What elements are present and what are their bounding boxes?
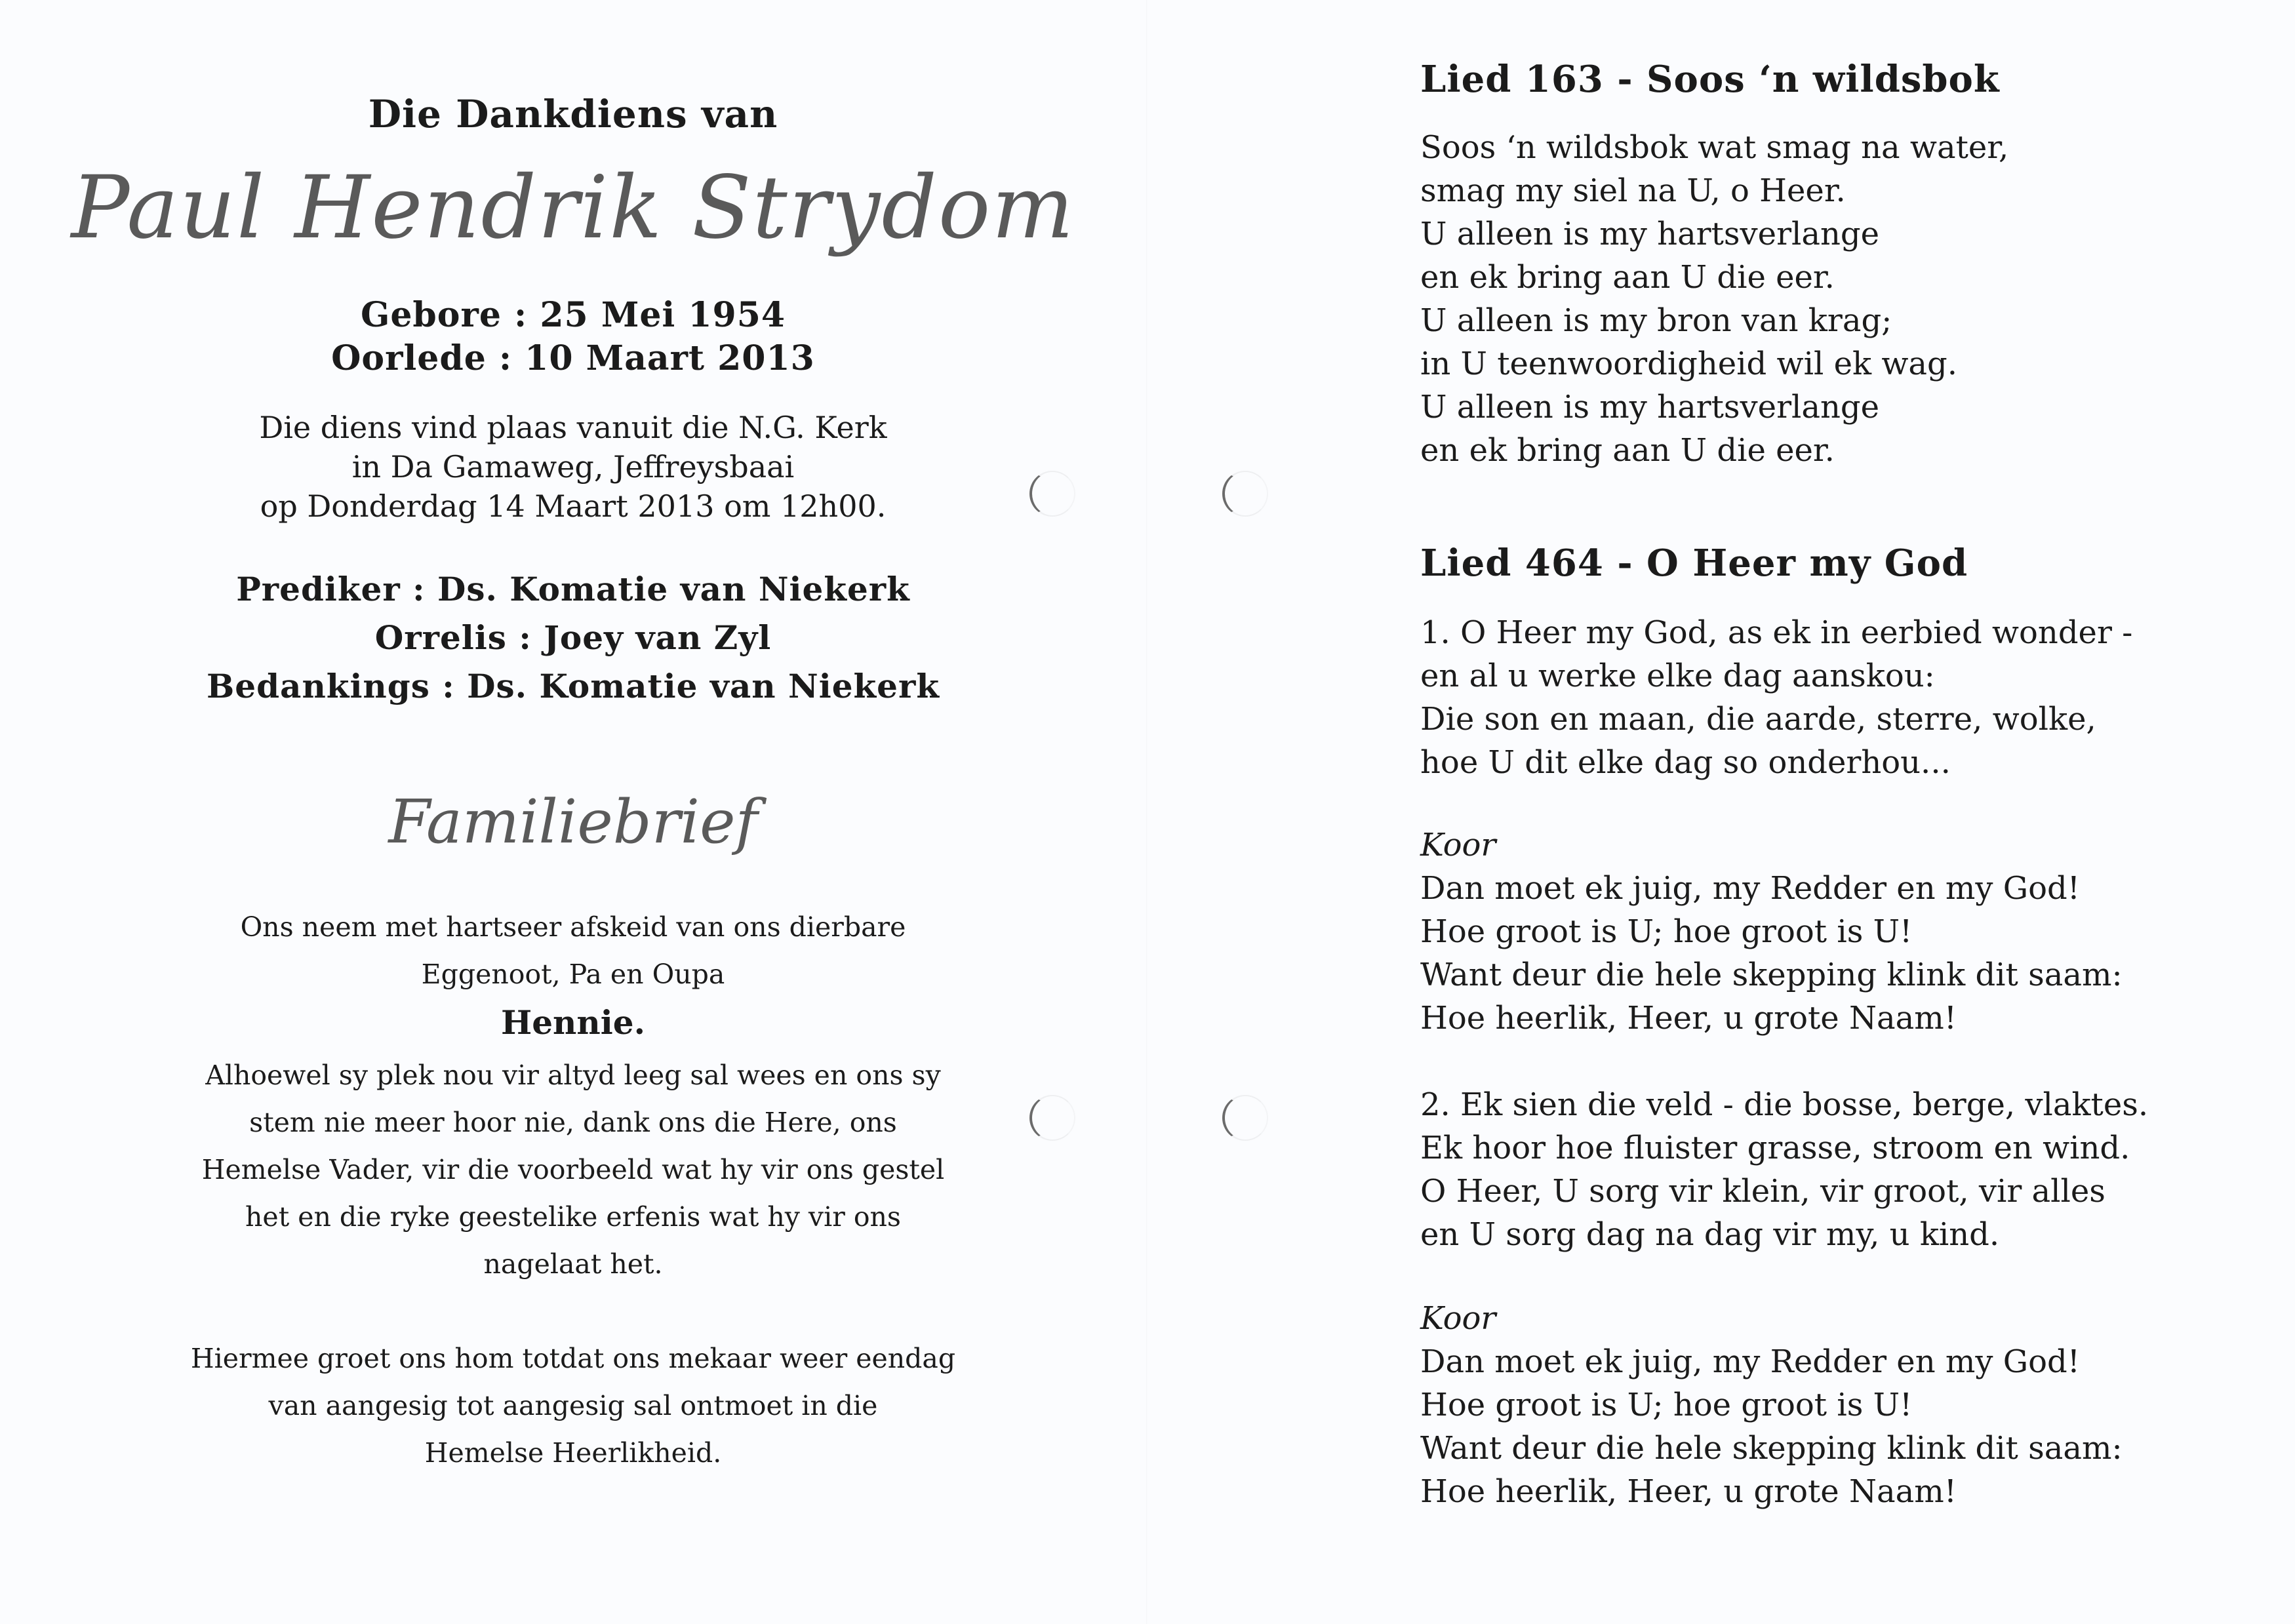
lyric-line: Hoe groot is U; hoe groot is U!: [1420, 1387, 1913, 1423]
lyric-line: in U teenwoordigheid wil ek wag.: [1420, 346, 1958, 382]
letter-name: Hennie.: [501, 1003, 645, 1042]
letter-line: het en die ryke geestelike erfenis wat hy vir ons: [245, 1201, 901, 1233]
deceased-name: Paul Hendrik Strydom: [71, 157, 1075, 258]
lyric-line: Ek hoor hoe fluister grasse, stroom en wind.: [1420, 1130, 2130, 1166]
lyric-line: Want deur die hele skepping klink dit saam:: [1420, 957, 2123, 993]
letter-line: nagelaat het.: [483, 1248, 663, 1280]
service-line: op Donderdag 14 Maart 2013 om 12h00.: [260, 488, 887, 524]
song1-lyrics: [1420, 126, 2008, 472]
lyric-line: smag my siel na U, o Heer.: [1420, 172, 1846, 209]
lyric-line: Hoe heerlik, Heer, u grote Naam!: [1420, 1000, 1957, 1037]
service-details: [0, 408, 1146, 526]
lyric-line: 1. O Heer my God, as ek in eerbied wonder -: [1420, 614, 2133, 651]
punch-hole: [1222, 1095, 1268, 1141]
lyric-line: Dan moet ek juig, my Redder en my God!: [1420, 1343, 2081, 1380]
letter-intro: [0, 903, 1146, 998]
lyric-line: Soos ‘n wildsbok wat smag na water,: [1420, 129, 2009, 166]
punch-hole: [1222, 471, 1268, 517]
left-page: [0, 0, 1146, 1624]
lyric-line: en al u werke elke dag aanskou:: [1420, 658, 1935, 694]
letter-line: Hiermee groet ons hom totdat ons mekaar weer eendag: [190, 1343, 956, 1374]
role-thanks: Bedankings : Ds. Komatie van Niekerk: [207, 667, 940, 705]
lyric-line: Die son en maan, die aarde, sterre, wolke,: [1420, 701, 2096, 738]
birth-date: Gebore : 25 Mei 1954: [360, 295, 786, 335]
lyric-line: Dan moet ek juig, my Redder en my God!: [1420, 870, 2081, 907]
lyric-line: U alleen is my hartsverlange: [1420, 389, 1880, 426]
letter-line: Hemelse Vader, vir die voorbeeld wat hy vir ons gestel: [201, 1154, 945, 1185]
right-page: [1146, 0, 2295, 1624]
song1-title: Lied 163 - Soos ‘n wildsbok: [1420, 58, 2000, 101]
song2-chorus2: [1420, 1297, 2123, 1513]
letter-closing: [0, 1335, 1146, 1476]
letter-body: [0, 1052, 1146, 1288]
lyric-line: Hoe groot is U; hoe groot is U!: [1420, 913, 1913, 950]
punch-hole: [1029, 1095, 1075, 1141]
service-line: Die diens vind plaas vanuit die N.G. Kerk: [259, 410, 887, 445]
service-line: in Da Gamaweg, Jeffreysbaai: [351, 449, 795, 485]
lyric-line: en ek bring aan U die eer.: [1420, 432, 1835, 469]
punch-hole: [1029, 471, 1075, 517]
role-preacher: Prediker : Ds. Komatie van Niekerk: [236, 570, 910, 608]
death-date: Oorlede : 10 Maart 2013: [331, 338, 815, 378]
song2-verse2: [1420, 1083, 2148, 1256]
letter-line: Hemelse Heerlikheid.: [424, 1437, 722, 1469]
letter-line: stem nie meer hoor nie, dank ons die Here, ons: [249, 1107, 897, 1138]
lyric-line: hoe U dit elke dag so onderhou...: [1420, 744, 1951, 781]
lyric-line: U alleen is my hartsverlange: [1420, 216, 1880, 252]
service-roles: [0, 565, 1146, 711]
lyric-line: Hoe heerlik, Heer, u grote Naam!: [1420, 1473, 1957, 1510]
song2-chorus1: [1420, 823, 2123, 1040]
song2-title: Lied 464 - O Heer my God: [1420, 542, 1968, 585]
letter-line: Eggenoot, Pa en Oupa: [421, 959, 725, 990]
lyric-line: en ek bring aan U die eer.: [1420, 259, 1835, 296]
role-organist: Orrelis : Joey van Zyl: [374, 618, 772, 657]
chorus-label: Koor: [1420, 1300, 1496, 1337]
lyric-line: 2. Ek sien die veld - die bosse, berge, vlaktes.: [1420, 1086, 2149, 1123]
chorus-label: Koor: [1420, 827, 1496, 863]
letter-line: Ons neem met hartseer afskeid van ons dierbare: [240, 911, 906, 943]
lyric-line: en U sorg dag na dag vir my, u kind.: [1420, 1216, 2000, 1253]
letter-line: Alhoewel sy plek nou vir altyd leeg sal wees en ons sy: [205, 1060, 941, 1091]
letter-heading: Familiebrief: [388, 787, 758, 857]
letter-line: van aangesig tot aangesig sal ontmoet in die: [268, 1390, 878, 1421]
lyric-line: Want deur die hele skepping klink dit saam:: [1420, 1430, 2123, 1467]
lyric-line: U alleen is my bron van krag;: [1420, 302, 1892, 339]
service-title: Die Dankdiens van: [368, 92, 778, 136]
song2-verse1: [1420, 611, 2132, 784]
lyric-line: O Heer, U sorg vir klein, vir groot, vir alles: [1420, 1173, 2105, 1210]
